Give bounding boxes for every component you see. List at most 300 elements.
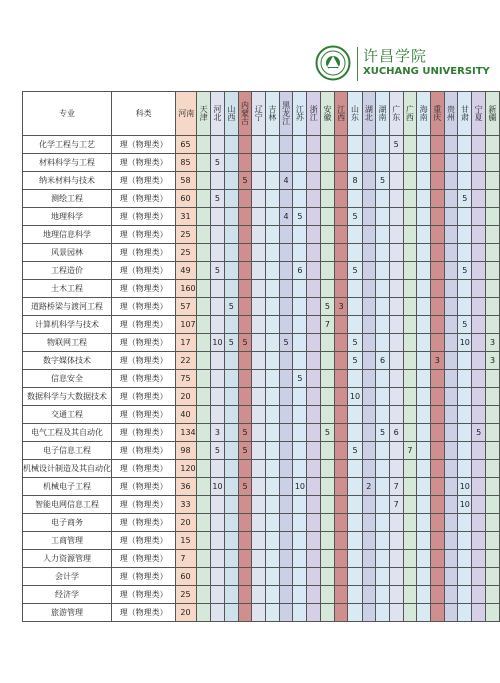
quota-cell (266, 136, 280, 154)
quota-cell (279, 442, 293, 460)
quota-cell (430, 244, 444, 262)
quota-cell: 5 (458, 190, 472, 208)
category-cell: 理（物理类） (112, 514, 176, 532)
table-row (23, 280, 500, 298)
quota-cell (376, 280, 390, 298)
quota-cell (348, 424, 362, 442)
quota-cell (224, 190, 238, 208)
quota-cell: 98 (176, 442, 197, 460)
header-province: 河南 (176, 92, 197, 136)
quota-cell (376, 154, 390, 172)
quota-cell (472, 604, 486, 622)
quota-cell (458, 586, 472, 604)
major-cell: 信息安全 (23, 370, 112, 388)
quota-cell (403, 334, 417, 352)
quota-cell (321, 280, 335, 298)
quota-cell (376, 190, 390, 208)
category-cell: 理（物理类） (112, 568, 176, 586)
quota-cell (293, 496, 307, 514)
major-cell: 旅游管理 (23, 604, 112, 622)
quota-cell (403, 226, 417, 244)
quota-cell: 60 (176, 568, 197, 586)
category-cell: 理（物理类） (112, 154, 176, 172)
quota-cell (472, 478, 486, 496)
table-row (23, 316, 500, 334)
quota-cell (403, 244, 417, 262)
category-cell: 理（物理类） (112, 586, 176, 604)
quota-cell (376, 514, 390, 532)
quota-cell (197, 352, 211, 370)
quota-cell (334, 370, 348, 388)
quota-cell (389, 406, 403, 424)
quota-cell: 10 (458, 334, 472, 352)
quota-cell (389, 604, 403, 622)
quota-cell: 7 (389, 478, 403, 496)
quota-cell (403, 550, 417, 568)
table-row (23, 262, 500, 280)
major-cell: 工商管理 (23, 532, 112, 550)
quota-cell (430, 334, 444, 352)
quota-cell (362, 226, 376, 244)
table-row (23, 478, 500, 496)
quota-cell (444, 280, 458, 298)
quota-cell (403, 514, 417, 532)
quota-cell: 10 (210, 334, 224, 352)
quota-cell (458, 370, 472, 388)
quota-cell (403, 604, 417, 622)
quota-cell (197, 496, 211, 514)
quota-cell (376, 316, 390, 334)
quota-cell (389, 298, 403, 316)
quota-cell (266, 352, 280, 370)
quota-cell (376, 388, 390, 406)
quota-cell (389, 388, 403, 406)
quota-cell (472, 262, 486, 280)
quota-cell (417, 532, 431, 550)
quota-cell (417, 136, 431, 154)
quota-cell (458, 604, 472, 622)
quota-cell (210, 604, 224, 622)
quota-cell (444, 586, 458, 604)
quota-cell (224, 370, 238, 388)
quota-cell (348, 370, 362, 388)
header-province: 湖南 (376, 92, 390, 136)
quota-cell (293, 406, 307, 424)
quota-cell (279, 478, 293, 496)
quota-cell (252, 550, 266, 568)
header-major: 专业 (23, 92, 112, 136)
category-cell: 理（物理类） (112, 442, 176, 460)
quota-cell (444, 370, 458, 388)
quota-cell (403, 352, 417, 370)
quota-cell (252, 190, 266, 208)
major-cell: 工程造价 (23, 262, 112, 280)
quota-cell (279, 352, 293, 370)
quota-cell (238, 136, 252, 154)
quota-cell (224, 280, 238, 298)
quota-cell (293, 172, 307, 190)
quota-cell (444, 532, 458, 550)
quota-cell (389, 568, 403, 586)
quota-cell (266, 424, 280, 442)
quota-cell (486, 478, 500, 496)
quota-cell (472, 460, 486, 478)
category-cell: 理（物理类） (112, 316, 176, 334)
quota-cell (293, 316, 307, 334)
quota-cell: 5 (348, 352, 362, 370)
quota-cell (293, 352, 307, 370)
quota-cell (348, 136, 362, 154)
header-province: 广西 (403, 92, 417, 136)
table-row (23, 298, 500, 316)
quota-cell (403, 424, 417, 442)
quota-cell (293, 298, 307, 316)
header-province: 江西 (334, 92, 348, 136)
quota-cell (321, 550, 335, 568)
quota-cell (197, 406, 211, 424)
table-row (23, 136, 500, 154)
quota-cell (472, 388, 486, 406)
category-cell: 理（物理类） (112, 244, 176, 262)
quota-cell (430, 154, 444, 172)
quota-cell (403, 190, 417, 208)
quota-cell (444, 424, 458, 442)
header-province: 海南 (417, 92, 431, 136)
quota-cell (307, 262, 321, 280)
table-row (23, 334, 500, 352)
quota-cell (197, 226, 211, 244)
quota-cell (252, 334, 266, 352)
quota-cell (444, 172, 458, 190)
quota-cell (252, 586, 266, 604)
quota-cell (472, 406, 486, 424)
quota-cell: 7 (389, 496, 403, 514)
quota-cell (444, 568, 458, 586)
quota-cell (430, 388, 444, 406)
quota-cell (444, 496, 458, 514)
quota-cell (417, 388, 431, 406)
header-province: 宁夏 (472, 92, 486, 136)
quota-cell (307, 406, 321, 424)
major-cell: 材料科学与工程 (23, 154, 112, 172)
quota-cell: 22 (176, 352, 197, 370)
quota-cell: 7 (403, 442, 417, 460)
quota-cell (266, 244, 280, 262)
quota-cell (321, 154, 335, 172)
category-cell: 理（物理类） (112, 388, 176, 406)
quota-cell (197, 568, 211, 586)
quota-cell: 5 (238, 478, 252, 496)
quota-cell (293, 154, 307, 172)
quota-cell (197, 334, 211, 352)
quota-cell: 40 (176, 406, 197, 424)
quota-cell (279, 262, 293, 280)
quota-cell (321, 370, 335, 388)
quota-cell (197, 280, 211, 298)
quota-cell (417, 190, 431, 208)
quota-cell (486, 208, 500, 226)
quota-cell (417, 298, 431, 316)
quota-cell (362, 352, 376, 370)
quota-cell (238, 568, 252, 586)
quota-cell (472, 532, 486, 550)
quota-cell (348, 154, 362, 172)
quota-cell (389, 262, 403, 280)
quota-cell: 17 (176, 334, 197, 352)
major-cell: 风景园林 (23, 244, 112, 262)
quota-cell: 20 (176, 514, 197, 532)
major-cell: 土木工程 (23, 280, 112, 298)
quota-cell (279, 370, 293, 388)
quota-cell (210, 298, 224, 316)
quota-cell (472, 136, 486, 154)
quota-cell (362, 460, 376, 478)
quota-cell (486, 460, 500, 478)
quota-cell (224, 532, 238, 550)
quota-cell (362, 136, 376, 154)
quota-cell (238, 352, 252, 370)
quota-cell (389, 316, 403, 334)
quota-cell (252, 298, 266, 316)
quota-cell (334, 208, 348, 226)
quota-cell (444, 154, 458, 172)
quota-cell (307, 334, 321, 352)
quota-cell (486, 514, 500, 532)
category-cell: 理（物理类） (112, 136, 176, 154)
quota-cell (458, 550, 472, 568)
quota-cell (279, 568, 293, 586)
quota-cell (486, 424, 500, 442)
quota-cell (252, 226, 266, 244)
quota-cell (389, 370, 403, 388)
quota-cell (321, 352, 335, 370)
quota-cell (334, 604, 348, 622)
quota-cell (334, 550, 348, 568)
quota-cell (403, 298, 417, 316)
quota-cell: 6 (376, 352, 390, 370)
quota-cell (472, 514, 486, 532)
quota-cell: 6 (293, 262, 307, 280)
quota-cell (389, 154, 403, 172)
quota-cell: 75 (176, 370, 197, 388)
quota-cell (403, 478, 417, 496)
quota-cell (430, 514, 444, 532)
quota-cell (376, 568, 390, 586)
quota-cell (472, 568, 486, 586)
quota-cell (252, 496, 266, 514)
quota-cell (430, 424, 444, 442)
quota-cell (486, 406, 500, 424)
quota-cell (417, 154, 431, 172)
quota-cell: 5 (238, 334, 252, 352)
quota-cell (210, 370, 224, 388)
quota-cell (472, 316, 486, 334)
quota-cell (348, 550, 362, 568)
quota-cell (417, 550, 431, 568)
quota-cell (362, 496, 376, 514)
quota-cell (210, 388, 224, 406)
quota-cell (197, 586, 211, 604)
header-province: 辽宁 (252, 92, 266, 136)
quota-cell (197, 136, 211, 154)
quota-cell (486, 226, 500, 244)
quota-cell (210, 550, 224, 568)
quota-cell (376, 532, 390, 550)
table-row (23, 244, 500, 262)
quota-cell (334, 568, 348, 586)
table-row (23, 388, 500, 406)
quota-cell (362, 388, 376, 406)
quota-cell (458, 406, 472, 424)
quota-cell (362, 280, 376, 298)
quota-cell (321, 406, 335, 424)
quota-cell (238, 370, 252, 388)
quota-cell (376, 478, 390, 496)
quota-cell (252, 604, 266, 622)
quota-cell (307, 172, 321, 190)
quota-cell (321, 262, 335, 280)
quota-cell (389, 334, 403, 352)
quota-cell (417, 442, 431, 460)
quota-cell (444, 316, 458, 334)
quota-cell (362, 298, 376, 316)
quota-cell (376, 586, 390, 604)
quota-cell (458, 280, 472, 298)
quota-cell (472, 154, 486, 172)
university-name-cn: 许昌学院 (363, 47, 428, 65)
table-row (23, 442, 500, 460)
quota-cell (321, 532, 335, 550)
quota-cell: 10 (458, 478, 472, 496)
quota-cell (444, 388, 458, 406)
major-cell: 会计学 (23, 568, 112, 586)
quota-cell (348, 316, 362, 334)
quota-cell (458, 352, 472, 370)
header-province: 浙江 (307, 92, 321, 136)
quota-cell (362, 604, 376, 622)
quota-cell (403, 208, 417, 226)
table-row (23, 406, 500, 424)
quota-cell (224, 442, 238, 460)
quota-cell (362, 514, 376, 532)
quota-cell (266, 604, 280, 622)
quota-cell (293, 388, 307, 406)
quota-cell (238, 262, 252, 280)
quota-cell (362, 334, 376, 352)
quota-cell (417, 568, 431, 586)
quota-cell: 107 (176, 316, 197, 334)
quota-cell (266, 550, 280, 568)
quota-cell (266, 568, 280, 586)
quota-cell (403, 586, 417, 604)
quota-cell (376, 604, 390, 622)
quota-cell (362, 316, 376, 334)
quota-cell (458, 298, 472, 316)
table-row (23, 496, 500, 514)
major-cell: 电气工程及其自动化 (23, 424, 112, 442)
quota-cell (376, 262, 390, 280)
quota-cell: 60 (176, 190, 197, 208)
quota-cell (430, 370, 444, 388)
quota-cell: 3 (486, 334, 500, 352)
quota-cell: 5 (238, 172, 252, 190)
quota-cell (334, 172, 348, 190)
quota-cell (279, 424, 293, 442)
quota-cell (334, 136, 348, 154)
quota-cell (472, 442, 486, 460)
quota-cell (430, 172, 444, 190)
quota-cell (279, 586, 293, 604)
quota-cell (224, 388, 238, 406)
quota-cell (266, 532, 280, 550)
quota-cell (403, 154, 417, 172)
quota-cell (417, 280, 431, 298)
quota-cell (293, 244, 307, 262)
category-cell: 理（物理类） (112, 424, 176, 442)
quota-cell (444, 442, 458, 460)
quota-cell (293, 604, 307, 622)
enrollment-quota-table (22, 91, 500, 622)
quota-cell (293, 568, 307, 586)
quota-cell (376, 550, 390, 568)
quota-cell (224, 568, 238, 586)
quota-cell (417, 316, 431, 334)
major-cell: 计算机科学与技术 (23, 316, 112, 334)
quota-cell (197, 154, 211, 172)
category-cell: 理（物理类） (112, 370, 176, 388)
quota-cell (348, 460, 362, 478)
table-row (23, 586, 500, 604)
quota-cell (266, 208, 280, 226)
quota-cell (444, 334, 458, 352)
quota-cell (307, 208, 321, 226)
quota-cell (210, 244, 224, 262)
quota-cell (307, 532, 321, 550)
quota-cell (486, 568, 500, 586)
quota-cell (252, 370, 266, 388)
quota-cell (321, 136, 335, 154)
quota-cell (430, 460, 444, 478)
quota-cell (266, 154, 280, 172)
quota-cell (210, 208, 224, 226)
header-province: 内蒙古 (238, 92, 252, 136)
quota-cell: 120 (176, 460, 197, 478)
major-cell: 经济学 (23, 586, 112, 604)
quota-cell (486, 262, 500, 280)
quota-cell (224, 136, 238, 154)
quota-cell (458, 154, 472, 172)
quota-cell: 58 (176, 172, 197, 190)
quota-cell (252, 532, 266, 550)
quota-cell (403, 496, 417, 514)
quota-cell (266, 316, 280, 334)
quota-cell (321, 478, 335, 496)
quota-cell (444, 604, 458, 622)
quota-cell (389, 190, 403, 208)
quota-cell (430, 190, 444, 208)
quota-cell (252, 352, 266, 370)
quota-cell (486, 244, 500, 262)
quota-cell (279, 226, 293, 244)
quota-cell (389, 550, 403, 568)
table-row (23, 208, 500, 226)
quota-cell (486, 442, 500, 460)
header-province: 安徽 (321, 92, 335, 136)
quota-cell: 33 (176, 496, 197, 514)
quota-cell (197, 478, 211, 496)
quota-cell (444, 136, 458, 154)
quota-cell (307, 298, 321, 316)
